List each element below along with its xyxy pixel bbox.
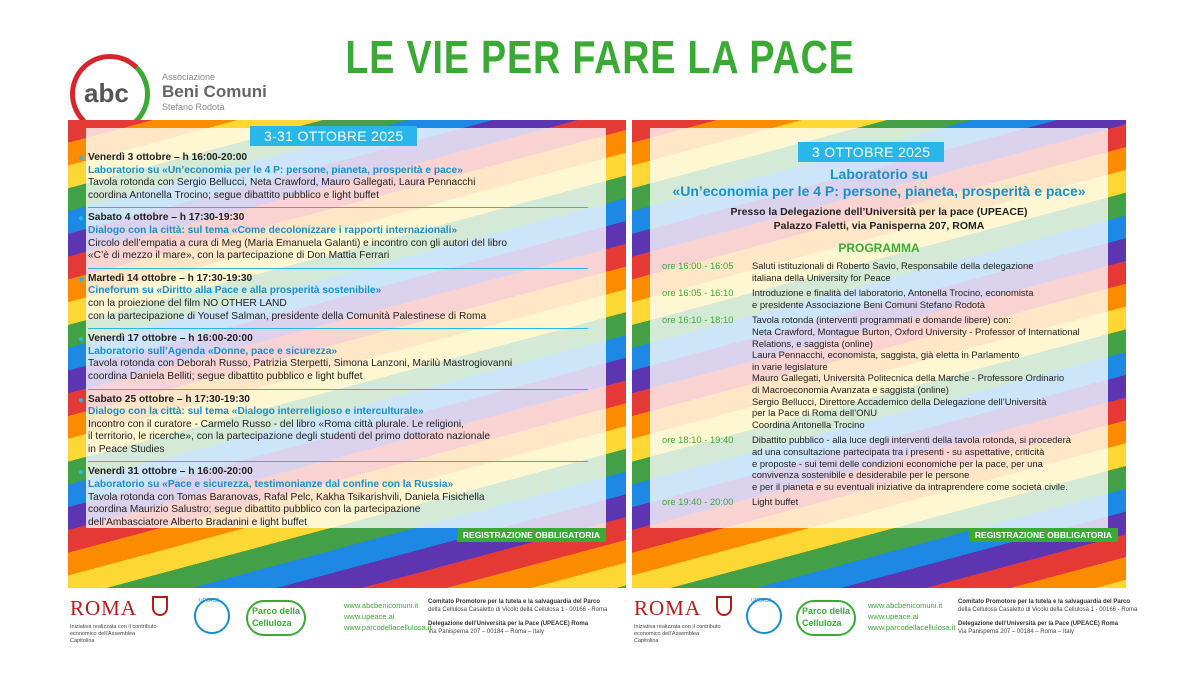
event-item bbox=[78, 393, 608, 457]
program-line: Neta Crawford, Montague Burton, Oxford University - Professor of International bbox=[752, 325, 1080, 337]
parco-text: Parco della bbox=[252, 606, 301, 616]
event-detail: Circolo dell’empatia a cura di Meg (Maria Emanuela Galanti) e incontro con gli autori del libro bbox=[88, 237, 508, 249]
upeace-label: UPEACE bbox=[199, 598, 220, 604]
event-detail: coordina Daniela Belliti; segue dibattito pubblico e light buffet bbox=[88, 370, 363, 382]
logo-assoc: Associazione bbox=[162, 72, 216, 82]
program-time: ore 16:10 - 18:10 bbox=[662, 314, 734, 326]
location-pin-icon: ● bbox=[78, 213, 85, 225]
location-line: Presso la Delegazione dell’Università per la pace (UPEACE) bbox=[730, 206, 1028, 218]
inst-address: della Cellulosa Casaletto di Vicolo della Cellulosa 1 - 00166 - Roma bbox=[428, 607, 608, 613]
event-divider bbox=[88, 207, 588, 208]
parco-text: Celluloza bbox=[252, 618, 292, 628]
event-detail: coordina Maurizio Salustro; segue dibattito pubblico con la partecipazione bbox=[88, 504, 421, 516]
program-line: di Macroeconomia Avanzata e saggista (online) bbox=[752, 383, 949, 395]
event-topic: Laboratorio sull’Agenda «Donne, pace e sicurezza» bbox=[88, 345, 338, 357]
location-pin-icon: ● bbox=[78, 334, 85, 346]
program-heading: PROGRAMMA bbox=[838, 241, 920, 255]
event-when: Venerdì 3 ottobre – h 16:00-20:00 bbox=[88, 152, 248, 163]
footer-institutions bbox=[958, 598, 1148, 636]
event-item bbox=[78, 272, 608, 323]
roma-logo: ROMA bbox=[70, 596, 138, 620]
footer-links bbox=[344, 600, 432, 633]
program-time: ore 19:40 - 20:00 bbox=[662, 496, 734, 508]
program-line: Mauro Gallegati, Università Politecnica della Marche - Professore Ordinario bbox=[752, 372, 1065, 384]
event-detail: coordina Antonella Trocino; segue dibattito pubblico e light buffet bbox=[88, 189, 379, 201]
program-line: Tavola rotonda (interventi programmati e domande libere) con: bbox=[752, 314, 1011, 326]
footer-institutions bbox=[428, 598, 618, 636]
event-divider bbox=[88, 268, 588, 269]
event-item bbox=[78, 152, 608, 202]
program-row bbox=[662, 287, 1102, 310]
program-line: Coordina Antonella Trocino bbox=[752, 418, 865, 430]
registration-required-badge: REGISTRAZIONE OBBLIGATORIA bbox=[457, 528, 606, 542]
program-body bbox=[752, 287, 1102, 310]
logo-sub: Stefano Rodotà bbox=[162, 102, 225, 112]
program-line: Sergio Bellucci, Direttore Accademico della Delegazione dell’Università bbox=[752, 395, 1047, 407]
event-detail: con la proiezione del film NO OTHER LAND bbox=[88, 297, 287, 309]
program-body bbox=[752, 260, 1102, 283]
event-detail: il territorio, le ricerche», con la partecipazione degli studenti del primo dottorato nazionale bbox=[88, 431, 491, 443]
program-line: per la Pace di Roma dell’ONU bbox=[752, 407, 878, 419]
roma-shield-icon bbox=[152, 596, 168, 616]
roma-logo: ROMA bbox=[634, 596, 702, 620]
registration-required-badge: REGISTRAZIONE OBBLIGATORIA bbox=[969, 528, 1118, 542]
program-row bbox=[662, 434, 1102, 492]
program-body bbox=[752, 314, 1102, 430]
program-line: italiana della University for Peace bbox=[752, 271, 891, 283]
right-panel bbox=[632, 120, 1126, 588]
event-detail: in Peace Studies bbox=[88, 443, 165, 455]
link-parco[interactable]: www.parcodellacellulosa.it bbox=[868, 623, 956, 632]
event-topic: Dialogo con la città: sul tema «Dialogo interreligioso e interculturale» bbox=[88, 406, 424, 418]
event-detail: «C’è di mezzo il mare», con la partecipazione di Don Mattia Ferrari bbox=[88, 250, 390, 262]
program-line: Light buffet bbox=[752, 496, 799, 508]
roma-note: Iniziativa realizzata con il contributo economico dell’Assemblea Capitolina bbox=[634, 624, 721, 644]
location-pin-icon: ● bbox=[78, 467, 85, 479]
program-line: Laura Pennacchi, economista, saggista, già eletta in Parlamento bbox=[752, 349, 1020, 361]
link-upeace[interactable]: www.upeace.ai bbox=[868, 612, 919, 621]
event-detail: Tavola rotonda con Sergio Bellucci, Neta Crawford, Mauro Gallegati, Laura Pennacchi bbox=[88, 177, 476, 189]
inst-address: Via Panisperna 207 – 00184 – Roma – Italy bbox=[958, 629, 1074, 635]
link-upeace[interactable]: www.upeace.ai bbox=[344, 612, 395, 621]
inst-address: Via Panisperna 207 – 00184 – Roma – Italy bbox=[428, 629, 544, 635]
logo-name: Beni Comuni bbox=[162, 82, 267, 101]
program-line: Relations, e saggista (online) bbox=[752, 337, 873, 349]
program-body bbox=[752, 434, 1102, 492]
lab-subtitle: «Un’economia per le 4 P: persone, pianeta, prosperità e pace» bbox=[672, 183, 1086, 199]
program-line: e per il pianeta e su eventuali iniziative da intraprendere come società civile. bbox=[752, 480, 1068, 492]
program-row bbox=[662, 260, 1102, 283]
logo-mark: abc bbox=[84, 78, 129, 108]
roma-note: Iniziativa realizzata con il contributo economico dell’Assemblea Capitolina bbox=[70, 624, 157, 644]
event-detail: dell’Ambasciatore Alberto Bradanini e light buffet bbox=[88, 516, 307, 528]
location-line: Palazzo Faletti, via Panisperna 207, ROMA bbox=[773, 220, 985, 232]
inst-title: Delegazione dell’Università per la Pace (UPEACE) Roma bbox=[958, 621, 1119, 627]
inst-address: della Cellulosa Casaletto di Vicolo della Cellulosa 1 - 00166 - Roma bbox=[958, 607, 1138, 613]
program-body bbox=[752, 496, 1102, 508]
event-when: Venerdì 17 ottobre – h 16:00-20:00 bbox=[88, 333, 253, 345]
inst-title: Comitato Promotore per la tutela e la salvaguardia del Parco bbox=[428, 599, 601, 605]
location-pin-icon: ● bbox=[78, 153, 85, 164]
footer-sponsors bbox=[632, 596, 1138, 662]
left-panel bbox=[68, 120, 626, 588]
event-item bbox=[78, 466, 608, 529]
event-topic: Dialogo con la città: sul tema «Come decolonizzare i rapporti internazionali» bbox=[88, 224, 458, 236]
event-when: Venerdì 31 ottobre – h 16:00-20:00 bbox=[88, 466, 253, 478]
program-row bbox=[662, 314, 1102, 430]
program-line: e proposte - sui temi delle condizioni economiche per la pace, per una bbox=[752, 457, 1043, 469]
event-when: Martedì 14 ottobre – h 17:30-19:30 bbox=[88, 272, 253, 284]
event-detail: Incontro con il curatore - Carmelo Russo - del libro «Roma città plurale. Le religioni, bbox=[88, 418, 464, 430]
program-time: ore 16:00 - 16:05 bbox=[662, 260, 734, 271]
event-detail: Tavola rotonda con Deborah Russo, Patrizia Sterpetti, Simona Lanzoni, Marilù Mastrogiovanni bbox=[88, 358, 513, 370]
roma-shield-icon bbox=[716, 596, 732, 616]
upeace-label: UPEACE bbox=[751, 598, 772, 604]
program-line: ad una consultazione partecipata tra i presenti - su aspettative, criticità bbox=[752, 445, 1045, 457]
parco-text: Celluloza bbox=[802, 618, 842, 628]
event-list bbox=[78, 152, 608, 534]
event-divider bbox=[88, 389, 588, 390]
event-detail: con la partecipazione di Yousef Salman, presidente della Comunità Palestinese di Roma bbox=[88, 310, 487, 322]
parco-text: Parco della bbox=[802, 606, 851, 616]
program-line: in varie legislature bbox=[752, 360, 828, 372]
program-schedule bbox=[662, 260, 1102, 512]
event-topic: Cineforum su «Diritto alla Pace e alla prosperità sostenibile» bbox=[88, 285, 382, 297]
page-title: LE VIE PER FARE LA PACE bbox=[345, 31, 855, 83]
program-line: convivenza sostenibile e desiderabile per le persone bbox=[752, 469, 970, 481]
event-divider bbox=[88, 328, 588, 329]
program-time: ore 16:05 - 16:10 bbox=[662, 287, 734, 299]
program-line: e presidente Associazione Beni Comuni Stefano Rodotà bbox=[752, 298, 985, 310]
link-abcbenicomuni[interactable]: www.abcbenicomuni.it bbox=[868, 601, 943, 610]
location-pin-icon: ● bbox=[78, 273, 85, 285]
program-row bbox=[662, 496, 1102, 508]
event-when: Sabato 25 ottobre – h 17:30-19:30 bbox=[88, 393, 250, 405]
program-line: Introduzione e finalità del laboratorio, Antonella Trocino, economista bbox=[752, 287, 1034, 299]
program-line: Dibattito pubblico - alla luce degli interventi della tavola rotonda, si procederà bbox=[752, 434, 1071, 446]
event-when: Sabato 4 ottobre – h 17:30-19:30 bbox=[88, 212, 245, 224]
right-date-badge: 3 OTTOBRE 2025 bbox=[798, 142, 944, 162]
event-detail: Tavola rotonda con Tomas Baranovas, Rafal Pelc, Kakha Tsikarishvili, Daniela Fisichella bbox=[88, 491, 485, 503]
footer-sponsors bbox=[68, 596, 628, 662]
footer-links bbox=[868, 600, 956, 633]
program-line: Saluti istituzionali di Roberto Savio, Responsabile della delegazione bbox=[752, 260, 1034, 271]
link-abcbenicomuni[interactable]: www.abcbenicomuni.it bbox=[344, 601, 419, 610]
link-parco[interactable]: www.parcodellacellulosa.it bbox=[344, 623, 432, 632]
event-divider bbox=[88, 461, 588, 462]
event-item bbox=[78, 212, 608, 262]
left-date-badge: 3-31 OTTOBRE 2025 bbox=[250, 126, 417, 146]
event-item bbox=[78, 333, 608, 383]
location-pin-icon: ● bbox=[78, 394, 85, 406]
program-time: ore 18:10 - 19:40 bbox=[662, 434, 734, 446]
inst-title: Delegazione dell’Università per la Pace (UPEACE) Roma bbox=[428, 621, 589, 627]
lab-title: Laboratorio su bbox=[829, 166, 928, 182]
event-topic: Laboratorio su «Pace e sicurezza, testimonianze dal confine con la Russia» bbox=[88, 479, 454, 491]
event-topic: Laboratorio su «Un’economia per le 4 P: persone, pianeta, prosperità e pace» bbox=[88, 164, 463, 176]
inst-title: Comitato Promotore per la tutela e la salvaguardia del Parco bbox=[958, 599, 1131, 605]
